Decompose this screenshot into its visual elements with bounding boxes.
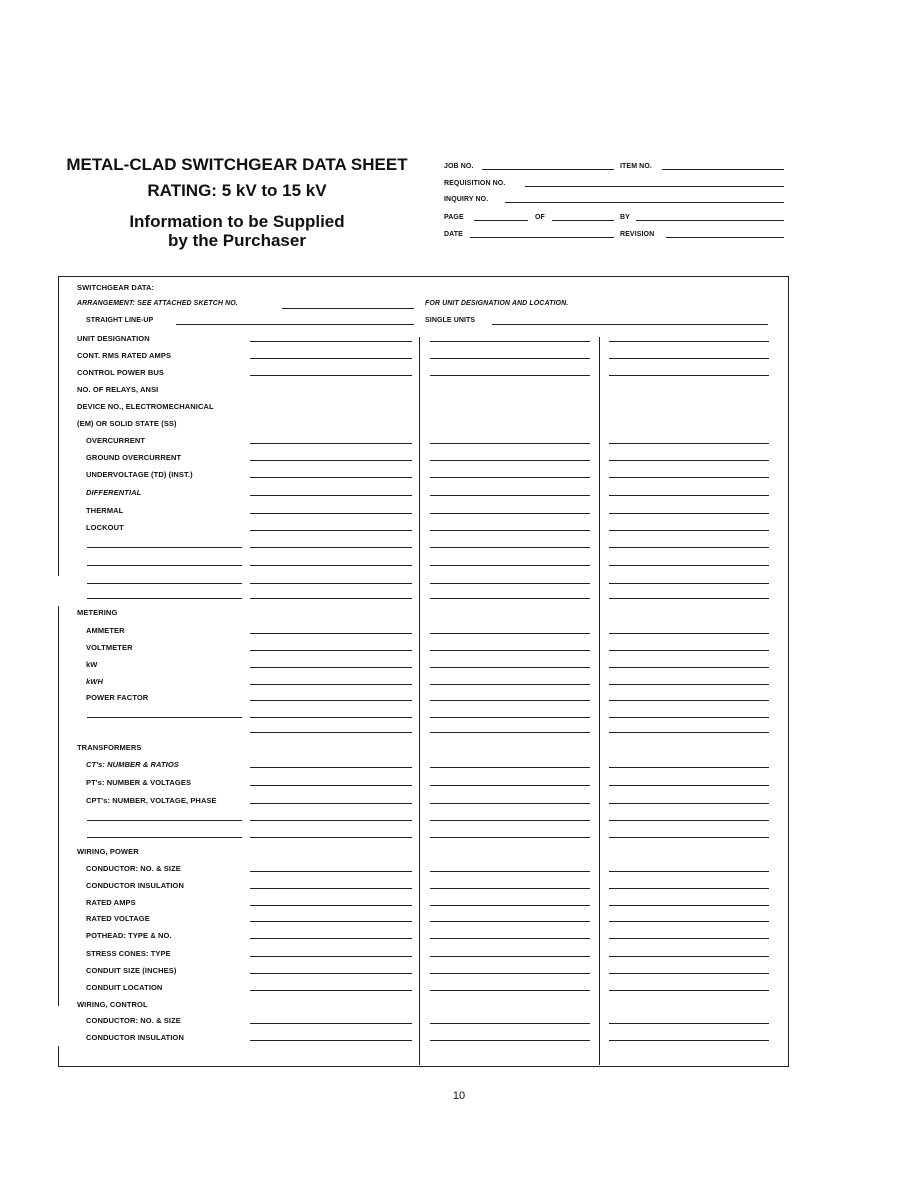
left-edge-upper [58, 276, 59, 576]
unit-2-field[interactable] [430, 358, 590, 359]
unit-2-field[interactable] [430, 973, 590, 974]
unit-3-field[interactable] [609, 767, 769, 768]
unit-1-field[interactable] [250, 990, 412, 991]
unit-1-field[interactable] [250, 956, 412, 957]
blank-label-field[interactable] [87, 598, 242, 599]
job-no-field[interactable] [482, 169, 614, 170]
unit-2-field[interactable] [430, 700, 590, 701]
unit-3-field[interactable] [609, 921, 769, 922]
unit-3-field[interactable] [609, 990, 769, 991]
page-field[interactable] [474, 220, 528, 221]
unit-3-field[interactable] [609, 973, 769, 974]
unit-1-field[interactable] [250, 495, 412, 496]
unit-1-field[interactable] [250, 460, 412, 461]
unit-1-field[interactable] [250, 583, 412, 584]
row-label: AMMETER [86, 626, 125, 635]
unit-3-field[interactable] [609, 905, 769, 906]
unit-1-field[interactable] [250, 565, 412, 566]
unit-2-field[interactable] [430, 460, 590, 461]
job-no-label: JOB NO. [444, 163, 474, 170]
date-label: DATE [444, 231, 463, 238]
info-subtitle-line2: by the Purchaser [168, 231, 306, 250]
unit-2-field[interactable] [430, 443, 590, 444]
unit-3-field[interactable] [609, 667, 769, 668]
unit-2-field[interactable] [430, 598, 590, 599]
unit-3-field[interactable] [609, 443, 769, 444]
column-divider-1 [419, 337, 420, 1065]
unit-3-field[interactable] [609, 460, 769, 461]
row-label: OVERCURRENT [86, 436, 146, 445]
row-label: DIFFERENTIAL [86, 488, 142, 497]
for-unit-label: FOR UNIT DESIGNATION AND LOCATION. [425, 300, 569, 307]
row-label: CPT's: NUMBER, VOLTAGE, PHASE [86, 796, 217, 805]
unit-2-field[interactable] [430, 921, 590, 922]
unit-1-field[interactable] [250, 650, 412, 651]
unit-3-field[interactable] [609, 700, 769, 701]
unit-3-field[interactable] [609, 888, 769, 889]
unit-2-field[interactable] [430, 633, 590, 634]
unit-3-field[interactable] [609, 565, 769, 566]
unit-3-field[interactable] [609, 871, 769, 872]
unit-1-field[interactable] [250, 341, 412, 342]
unit-1-field[interactable] [250, 530, 412, 531]
unit-2-field[interactable] [430, 717, 590, 718]
revision-field[interactable] [666, 237, 784, 238]
blank-label-field[interactable] [87, 717, 242, 718]
unit-3-field[interactable] [609, 530, 769, 531]
unit-2-field[interactable] [430, 990, 590, 991]
single-units-field[interactable] [492, 324, 768, 325]
straight-lineup-field[interactable] [176, 324, 414, 325]
unit-1-field[interactable] [250, 1040, 412, 1041]
date-field[interactable] [470, 237, 614, 238]
unit-1-field[interactable] [250, 598, 412, 599]
info-subtitle-line1: Information to be Supplied [129, 212, 345, 231]
unit-2-field[interactable] [430, 684, 590, 685]
unit-1-field[interactable] [250, 633, 412, 634]
section-metering: METERING [77, 608, 118, 617]
unit-2-field[interactable] [430, 837, 590, 838]
section-transformers: TRANSFORMERS [77, 743, 142, 752]
blank-label-field[interactable] [87, 837, 242, 838]
unit-1-field[interactable] [250, 820, 412, 821]
unit-3-field[interactable] [609, 598, 769, 599]
unit-1-field[interactable] [250, 717, 412, 718]
unit-1-field[interactable] [250, 767, 412, 768]
unit-2-field[interactable] [430, 938, 590, 939]
unit-3-field[interactable] [609, 341, 769, 342]
unit-1-field[interactable] [250, 803, 412, 804]
arrangement-label: ARRANGEMENT: SEE ATTACHED SKETCH NO. [77, 300, 238, 307]
single-units-label: SINGLE UNITS [425, 317, 476, 324]
unit-3-field[interactable] [609, 650, 769, 651]
unit-3-field[interactable] [609, 956, 769, 957]
of-field[interactable] [552, 220, 614, 221]
row-label: CONDUIT SIZE (INCHES) [86, 966, 177, 975]
unit-3-field[interactable] [609, 684, 769, 685]
requisition-no-label: REQUISITION NO. [444, 180, 506, 187]
unit-1-field[interactable] [250, 1023, 412, 1024]
straight-lineup-label: STRAIGHT LINE-UP [86, 317, 154, 324]
unit-1-field[interactable] [250, 905, 412, 906]
row-label: GROUND OVERCURRENT [86, 453, 182, 462]
by-label: BY [620, 214, 630, 221]
row-label: CONTROL POWER BUS [77, 368, 164, 377]
unit-2-field[interactable] [430, 341, 590, 342]
page-title: METAL-CLAD SWITCHGEAR DATA SHEET [66, 155, 408, 174]
page-label: PAGE [444, 214, 464, 221]
unit-1-field[interactable] [250, 921, 412, 922]
unit-1-field[interactable] [250, 375, 412, 376]
inquiry-no-label: INQUIRY NO. [444, 196, 489, 203]
unit-1-field[interactable] [250, 732, 412, 733]
rating-subtitle: RATING: 5 kV to 15 kV [147, 181, 327, 200]
unit-2-field[interactable] [430, 905, 590, 906]
unit-1-field[interactable] [250, 667, 412, 668]
left-edge-middle [58, 606, 59, 1006]
unit-1-field[interactable] [250, 358, 412, 359]
row-label: THERMAL [86, 506, 124, 515]
revision-label: REVISION [620, 231, 655, 238]
row-label: (EM) OR SOLID STATE (SS) [77, 419, 177, 428]
unit-3-field[interactable] [609, 1023, 769, 1024]
unit-2-field[interactable] [430, 803, 590, 804]
unit-2-field[interactable] [430, 530, 590, 531]
unit-1-field[interactable] [250, 443, 412, 444]
arrangement-sketch-field[interactable] [282, 308, 414, 309]
unit-2-field[interactable] [430, 1040, 590, 1041]
unit-3-field[interactable] [609, 375, 769, 376]
unit-2-field[interactable] [430, 583, 590, 584]
unit-2-field[interactable] [430, 667, 590, 668]
unit-1-field[interactable] [250, 888, 412, 889]
unit-2-field[interactable] [430, 565, 590, 566]
unit-3-field[interactable] [609, 732, 769, 733]
unit-2-field[interactable] [430, 732, 590, 733]
row-label: DEVICE NO., ELECTROMECHANICAL [77, 402, 214, 411]
blank-label-field[interactable] [87, 547, 242, 548]
inquiry-no-field[interactable] [505, 202, 784, 203]
unit-2-field[interactable] [430, 767, 590, 768]
row-label: CONDUCTOR: NO. & SIZE [86, 864, 181, 873]
unit-3-field[interactable] [609, 837, 769, 838]
unit-3-field[interactable] [609, 633, 769, 634]
unit-2-field[interactable] [430, 1023, 590, 1024]
unit-3-field[interactable] [609, 583, 769, 584]
row-label: CONDUCTOR INSULATION [86, 881, 184, 890]
row-label: VOLTMETER [86, 643, 133, 652]
row-label: RATED VOLTAGE [86, 914, 150, 923]
row-label: CONDUIT LOCATION [86, 983, 163, 992]
row-label: kW [86, 660, 98, 669]
unit-1-field[interactable] [250, 547, 412, 548]
unit-1-field[interactable] [250, 513, 412, 514]
unit-2-field[interactable] [430, 820, 590, 821]
item-no-field[interactable] [662, 169, 784, 170]
unit-3-field[interactable] [609, 938, 769, 939]
unit-2-field[interactable] [430, 375, 590, 376]
unit-3-field[interactable] [609, 785, 769, 786]
unit-2-field[interactable] [430, 495, 590, 496]
row-label: RATED AMPS [86, 898, 136, 907]
row-label: POTHEAD: TYPE & NO. [86, 931, 172, 940]
item-no-label: ITEM NO. [620, 163, 652, 170]
of-label: OF [535, 214, 545, 221]
page-number: 10 [452, 1090, 466, 1102]
unit-3-field[interactable] [609, 803, 769, 804]
unit-2-field[interactable] [430, 888, 590, 889]
unit-1-field[interactable] [250, 700, 412, 701]
section-wiring-control: WIRING, CONTROL [77, 1000, 148, 1009]
unit-2-field[interactable] [430, 785, 590, 786]
unit-1-field[interactable] [250, 684, 412, 685]
unit-1-field[interactable] [250, 973, 412, 974]
row-label: STRESS CONES: TYPE [86, 949, 171, 958]
column-divider-2 [599, 337, 600, 1065]
unit-2-field[interactable] [430, 650, 590, 651]
unit-3-field[interactable] [609, 358, 769, 359]
requisition-no-field[interactable] [525, 186, 784, 187]
blank-label-field[interactable] [87, 583, 242, 584]
row-label: CONT. RMS RATED AMPS [77, 351, 172, 360]
unit-2-field[interactable] [430, 513, 590, 514]
unit-3-field[interactable] [609, 717, 769, 718]
row-label: kWH [86, 677, 103, 686]
unit-3-field[interactable] [609, 820, 769, 821]
unit-2-field[interactable] [430, 547, 590, 548]
row-label: POWER FACTOR [86, 693, 149, 702]
unit-2-field[interactable] [430, 956, 590, 957]
row-label: UNDERVOLTAGE (TD) (INST.) [86, 470, 193, 479]
unit-3-field[interactable] [609, 513, 769, 514]
row-label: CONDUCTOR INSULATION [86, 1033, 184, 1042]
unit-1-field[interactable] [250, 837, 412, 838]
unit-3-field[interactable] [609, 477, 769, 478]
unit-1-field[interactable] [250, 871, 412, 872]
unit-3-field[interactable] [609, 495, 769, 496]
left-edge-lower [58, 1046, 59, 1066]
unit-3-field[interactable] [609, 547, 769, 548]
blank-label-field[interactable] [87, 565, 242, 566]
section-heading: SWITCHGEAR DATA: [77, 283, 155, 292]
unit-1-field[interactable] [250, 785, 412, 786]
by-field[interactable] [636, 220, 784, 221]
unit-1-field[interactable] [250, 477, 412, 478]
row-label: UNIT DESIGNATION [77, 334, 150, 343]
unit-2-field[interactable] [430, 477, 590, 478]
blank-label-field[interactable] [87, 820, 242, 821]
row-label: PT's: NUMBER & VOLTAGES [86, 778, 192, 787]
section-wiring-power: WIRING, POWER [77, 847, 139, 856]
unit-3-field[interactable] [609, 1040, 769, 1041]
row-label: CONDUCTOR: NO. & SIZE [86, 1016, 181, 1025]
unit-1-field[interactable] [250, 938, 412, 939]
row-label: LOCKOUT [86, 523, 124, 532]
row-label: CT's: NUMBER & RATIOS [86, 760, 179, 769]
unit-2-field[interactable] [430, 871, 590, 872]
row-label: NO. OF RELAYS, ANSI [77, 385, 159, 394]
